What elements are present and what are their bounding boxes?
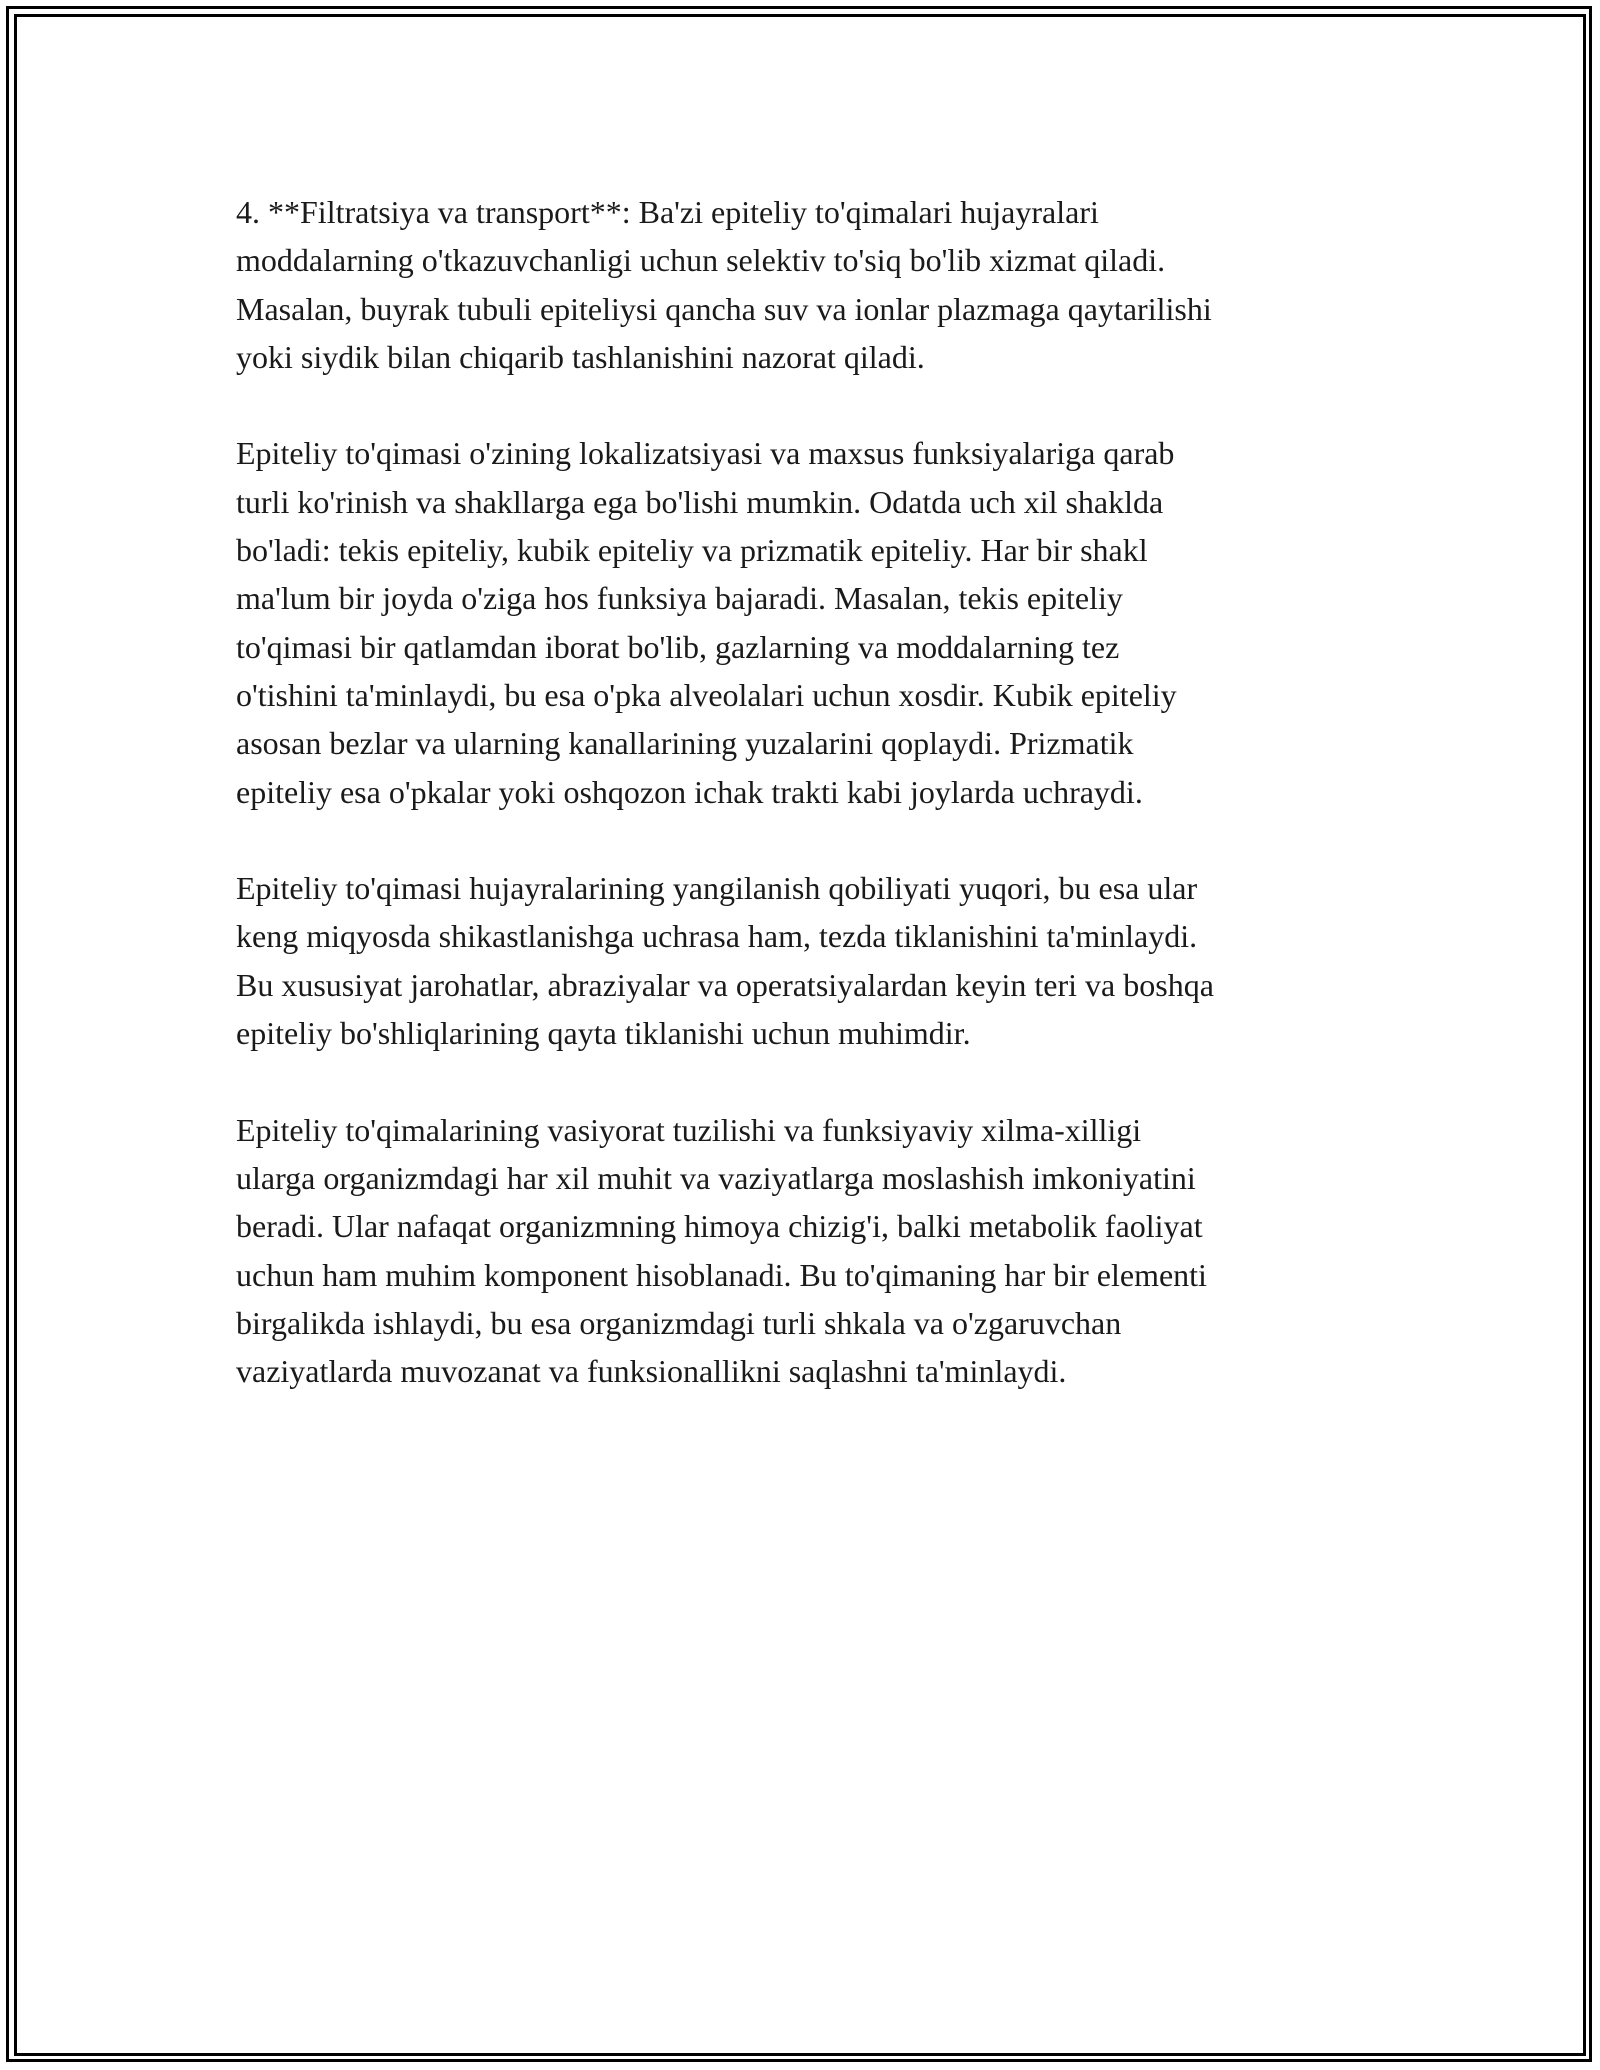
paragraph-epithelium-shapes	[236, 429, 1371, 815]
text-line: epiteliy bo'shliqlarining qayta tiklanishi uchun muhimdir.	[236, 1015, 971, 1052]
text-line: o'tishini ta'minlaydi, bu esa o'pka alveolalari uchun xosdir. Kubik epiteliy	[236, 676, 1177, 713]
document-body	[236, 188, 1371, 1395]
paragraph-spacer	[236, 1057, 1371, 1105]
text-line: Bu xususiyat jarohatlar, abraziyalar va operatsiyalardan keyin teri va boshqa	[236, 966, 1214, 1003]
paragraph-conclusion	[236, 1106, 1371, 1396]
text-line: uchun ham muhim komponent hisoblanadi. Bu to'qimaning har bir elementi	[236, 1256, 1207, 1293]
text-line: epiteliy esa o'pkalar yoki oshqozon ichak trakti kabi joylarda uchraydi.	[236, 773, 1143, 810]
text-line: vaziyatlarda muvozanat va funksionallikni saqlashni ta'minlaydi.	[236, 1353, 1067, 1390]
text-line: keng miqyosda shikastlanishga uchrasa ham, tezda tiklanishini ta'minlaydi.	[236, 918, 1198, 955]
text-line: bo'ladi: tekis epiteliy, kubik epiteliy va prizmatik epiteliy. Har bir shakl	[236, 532, 1148, 569]
paragraph-spacer	[236, 816, 1371, 864]
text-line: Masalan, buyrak tubuli epiteliysi qancha suv va ionlar plazmaga qaytarilishi	[236, 290, 1212, 327]
text-line: Epiteliy to'qimasi o'zining lokalizatsiyasi va maxsus funksiyalariga qarab	[236, 435, 1175, 472]
text-line: ularga organizmdagi har xil muhit va vaziyatlarga moslashish imkoniyatini	[236, 1159, 1196, 1196]
text-line: yoki siydik bilan chiqarib tashlanishini nazorat qiladi.	[236, 338, 925, 375]
text-line: Epiteliy to'qimasi hujayralarining yangilanish qobiliyati yuqori, bu esa ular	[236, 870, 1198, 907]
text-line: to'qimasi bir qatlamdan iborat bo'lib, gazlarning va moddalarning tez	[236, 628, 1120, 665]
paragraph-regeneration	[236, 864, 1371, 1057]
text-line: 4. **Filtratsiya va transport**: Ba'zi epiteliy to'qimalari hujayralari	[236, 194, 1099, 230]
text-line: turli ko'rinish va shakllarga ega bo'lishi mumkin. Odatda uch xil shaklda	[236, 483, 1164, 520]
text-line: Epiteliy to'qimalarining vasiyorat tuzilishi va funksiyaviy xilma-xilligi	[236, 1111, 1142, 1148]
paragraph-spacer	[236, 381, 1371, 429]
text-line: ma'lum bir joyda o'ziga hos funksiya bajaradi. Masalan, tekis epiteliy	[236, 580, 1123, 617]
text-line: asosan bezlar va ularning kanallarining yuzalarini qoplaydi. Prizmatik	[236, 725, 1134, 762]
text-line: beradi. Ular nafaqat organizmning himoya chizig'i, balki metabolik faoliyat	[236, 1208, 1203, 1245]
text-line: moddalarning o'tkazuvchanligi uchun selektiv to'siq bo'lib xizmat qiladi.	[236, 242, 1166, 279]
text-line: birgalikda ishlaydi, bu esa organizmdagi turli shkala va o'zgaruvchan	[236, 1304, 1122, 1341]
paragraph-filtration	[236, 188, 1371, 381]
